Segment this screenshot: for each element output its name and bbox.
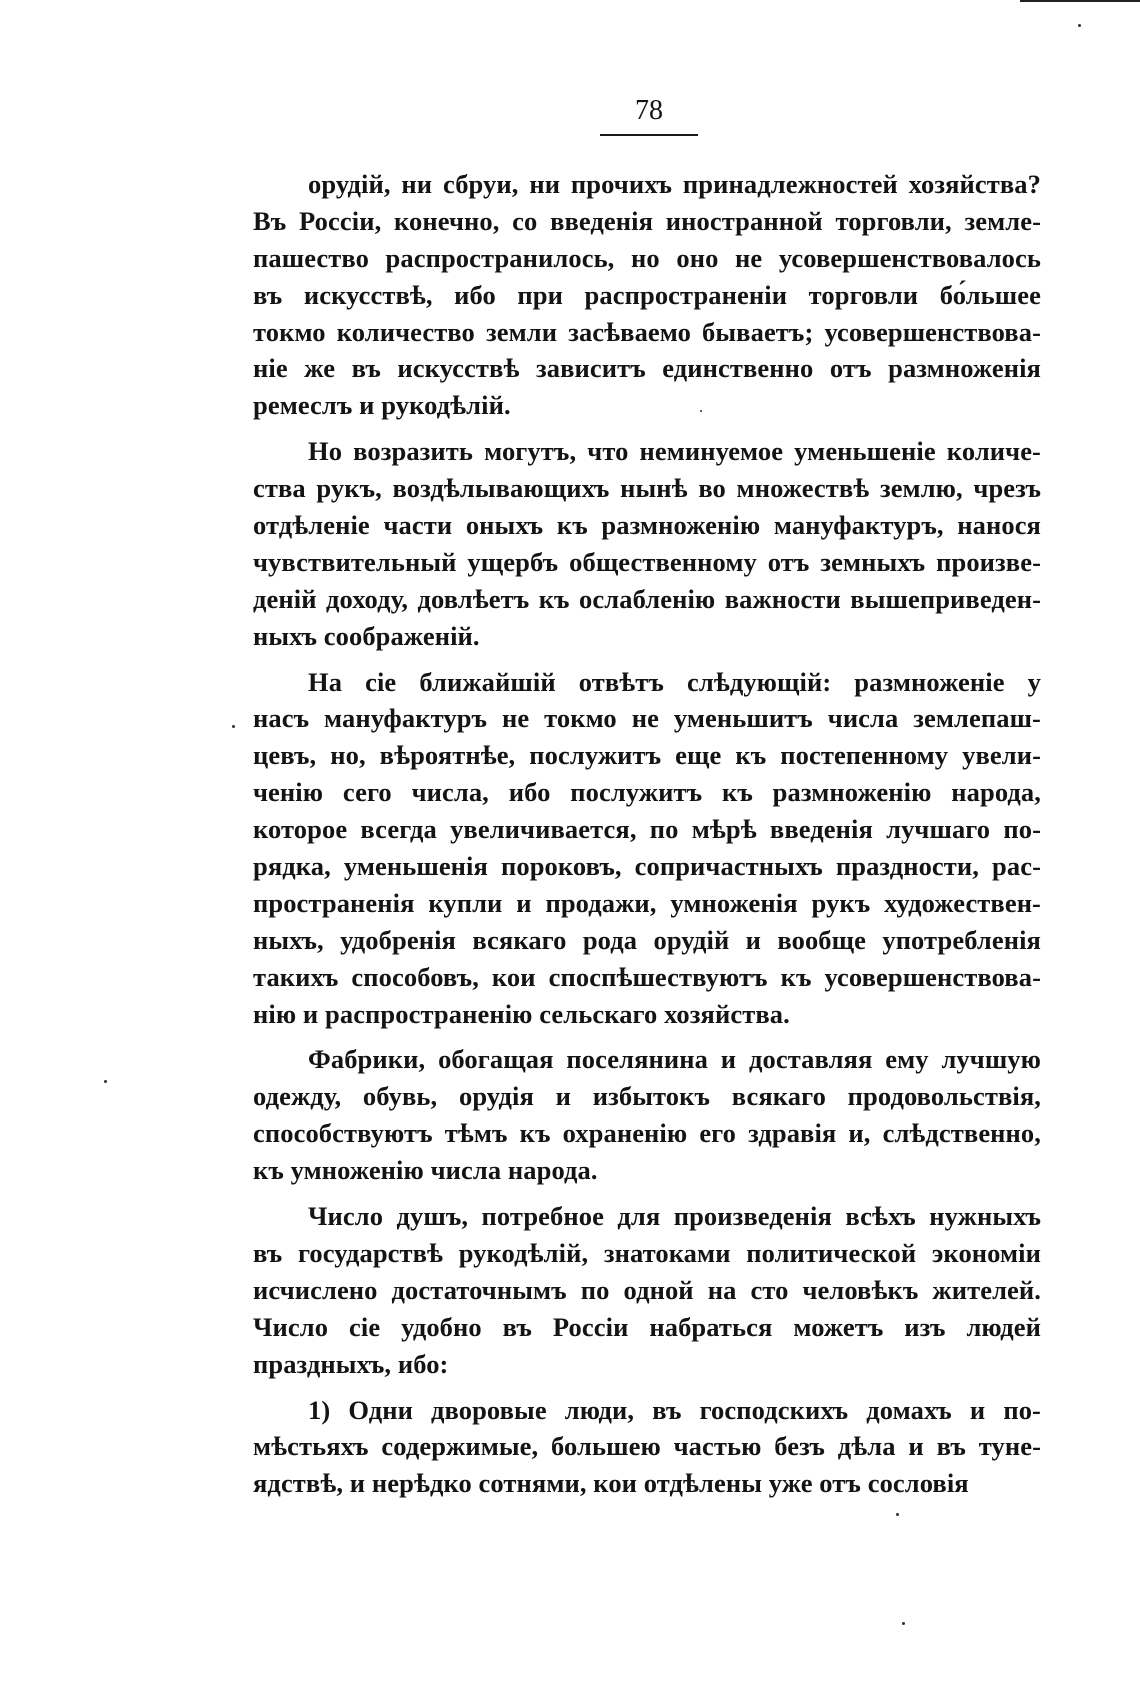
text-line: ства рукъ, воздѣлывающихъ нынѣ во множествѣ землю, чрезъ: [253, 473, 1041, 504]
text-line: цевъ, но, вѣроятнѣе, послужитъ еще къ постепенному увели-: [253, 740, 1041, 771]
text-line: Въ Россіи, конечно, со введенія иностранной торговли, земле-: [253, 205, 1041, 236]
text-line: отдѣленіе части оныхъ къ размноженію мануфактуръ, нанося: [253, 510, 1041, 541]
paragraph: [253, 433, 1041, 654]
text-line: пространенія купли и продажи, умноженія рукъ художествен-: [253, 887, 1041, 918]
text-line: На сіе ближайшій отвѣтъ слѣдующій: размноженіе у: [308, 666, 1041, 697]
page-number-rule: [600, 134, 698, 136]
paragraph: [253, 166, 1041, 424]
paragraph: [253, 664, 1041, 1033]
text-line: Число сіе удобно въ Россіи набраться можетъ изъ людей: [253, 1311, 1041, 1342]
text-line: токмо количество земли засѣваемо бываетъ; усовершенствова-: [253, 316, 1041, 347]
text-line: нію и распространенію сельскаго хозяйства.: [253, 998, 790, 1029]
text-line: ныхъ, удобренія всякаго рода орудій и вообще употребленія: [253, 924, 1041, 955]
text-line: Число душъ, потребное для произведенія всѣхъ нужныхъ: [308, 1201, 1041, 1232]
body-text: [253, 166, 1041, 1511]
text-line: ядствѣ, и нерѣдко сотнями, кои отдѣлены уже отъ сословія: [253, 1468, 969, 1499]
page-number: 78: [635, 95, 663, 126]
text-line: ніе же въ искусствѣ зависитъ единственно отъ размноженія: [253, 353, 1041, 384]
paragraph: [253, 1392, 1041, 1503]
text-line: чувствительный ущербъ общественному отъ земныхъ произве-: [253, 546, 1041, 577]
scan-speck: [896, 1513, 899, 1516]
text-line: мѣстьяхъ содержимые, большею частью безъ дѣла и въ туне-: [253, 1431, 1041, 1462]
text-line: рядка, уменьшенія пороковъ, сопричастныхъ праздности, рас-: [253, 851, 1041, 882]
text-line: пашество распространилось, но оно не усовершенствовалось: [253, 242, 1041, 273]
text-line: насъ мануфактуръ не токмо не уменьшитъ числа землепаш-: [253, 703, 1041, 734]
text-line: 1) Одни дворовые люди, въ господскихъ домахъ и по-: [308, 1394, 1041, 1425]
text-line: ремеслъ и рукодѣлій.: [253, 390, 511, 421]
text-line: Но возразить могутъ, что неминуемое уменьшеніе количе-: [308, 436, 1041, 467]
scan-speck: [700, 410, 702, 412]
scan-speck: [104, 1080, 107, 1083]
text-line: ченію сего числа, ибо послужитъ къ размноженію народа,: [253, 777, 1041, 808]
scan-speck: [232, 725, 235, 728]
text-line: такихъ способовъ, кои споспѣшествуютъ къ усовершенствова-: [253, 961, 1041, 992]
text-line: къ умноженію числа народа.: [253, 1155, 598, 1186]
text-line: способствуютъ тѣмъ къ охраненію его здравія и, слѣдственно,: [253, 1118, 1041, 1149]
text-line: въ искусствѣ, ибо при распространеніи торговли бо́льшее: [253, 279, 1041, 310]
text-line: одежду, обувь, орудія и избытокъ всякаго продовольствія,: [253, 1081, 1041, 1112]
text-line: праздныхъ, ибо:: [253, 1348, 449, 1379]
text-line: Фабрики, обогащая поселянина и доставляя ему лучшую: [308, 1044, 1041, 1075]
paragraph: [253, 1198, 1041, 1382]
text-line: въ государствѣ рукодѣлій, знатоками политической экономіи: [253, 1237, 1041, 1268]
scan-edge-mark: [1020, 0, 1140, 8]
scan-speck: [902, 1622, 905, 1625]
text-line: орудій, ни сбруи, ни прочихъ принадлежностей хозяйства?: [308, 169, 1041, 199]
text-line: деній доходу, довлѣетъ къ ослабленію важности вышеприведен-: [253, 583, 1041, 614]
scan-speck: [1078, 24, 1081, 27]
text-line: исчислено достаточнымъ по одной на сто человѣкъ жителей.: [253, 1274, 1041, 1305]
text-line: которое всегда увеличивается, по мѣрѣ введенія лучшаго по-: [253, 814, 1041, 845]
text-line: ныхъ соображеній.: [253, 620, 480, 651]
paragraph: [253, 1041, 1041, 1189]
